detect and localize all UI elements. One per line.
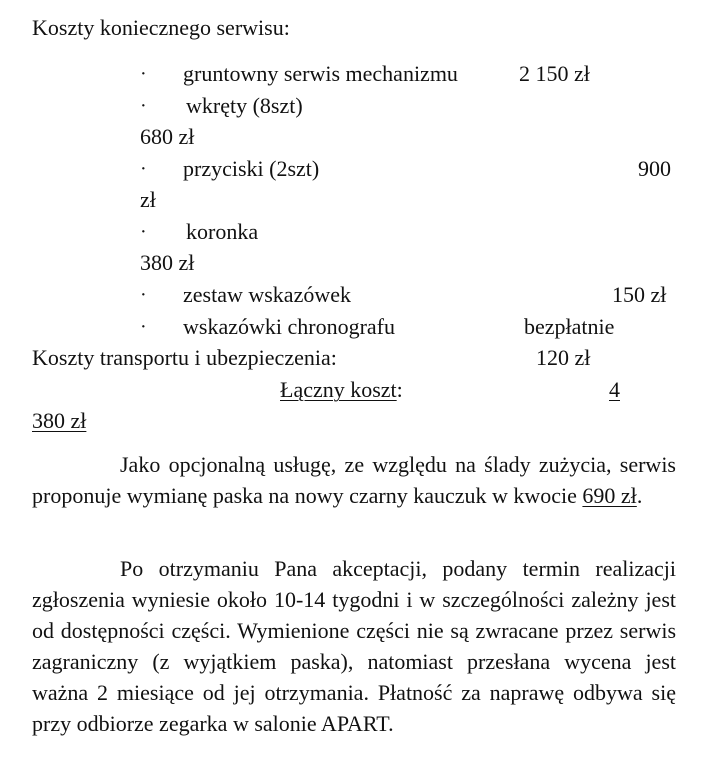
item-price: 380 zł — [140, 250, 195, 275]
item-price: 150 zł — [612, 282, 667, 307]
costs-heading: Koszty koniecznego serwisu: — [32, 15, 290, 40]
bullet-icon: · — [140, 63, 147, 85]
transport-price: 120 zł — [536, 345, 591, 370]
bullet-icon: · — [140, 221, 147, 243]
total-colon: : — [396, 377, 403, 402]
item-price-part1: 900 — [638, 156, 671, 181]
total-label-text: Łączny koszt — [280, 377, 397, 402]
item-label: gruntowny serwis mechanizmu — [183, 61, 458, 86]
paragraph-terms — [32, 553, 676, 739]
bullet-icon: · — [140, 158, 147, 180]
item-label: przyciski (2szt) — [183, 156, 320, 181]
item-label: wskazówki chronografu — [183, 314, 395, 339]
transport-label: Koszty transportu i ubezpieczenia: — [32, 345, 337, 370]
item-label: koronka — [186, 219, 259, 244]
bullet-icon: · — [140, 316, 147, 338]
paragraph1-end: . — [636, 483, 643, 508]
item-price-part2: zł — [140, 187, 156, 212]
item-price: 680 zł — [140, 124, 195, 149]
item-label: zestaw wskazówek — [183, 282, 351, 307]
total-value-part1: 4 — [609, 377, 620, 402]
paragraph-optional-service — [32, 449, 676, 511]
paragraph2-text: Po otrzymaniu Pana akceptacji, podany termin realizacji zgłoszenia wyniesie około 10-14 tygodni i w szczególności zależny jest od dostępności części. Wymienione części nie są zwracane przez serwis zagraniczny (z wyjątkiem paska), natomiast przesłana wycena jest ważna 2 miesiące od jej otrzymania. Płatność za naprawę odbywa się przy odbiorze zegarka w salonie APART. — [32, 556, 676, 736]
paragraph1-text: Jako opcjonalną usługę, ze względu na ślady zużycia, serwis proponuje wymianę paska na nowy czarny kauczuk w kwocie — [32, 452, 676, 508]
item-price: bezpłatnie — [524, 314, 615, 339]
total-value-part2: 380 zł — [32, 408, 87, 433]
strap-price: 690 zł — [582, 483, 637, 508]
bullet-icon: · — [140, 95, 147, 117]
item-label: wkręty (8szt) — [186, 93, 303, 118]
item-price: 2 150 zł — [519, 61, 590, 86]
bullet-icon: · — [140, 284, 147, 306]
total-label — [280, 376, 403, 404]
